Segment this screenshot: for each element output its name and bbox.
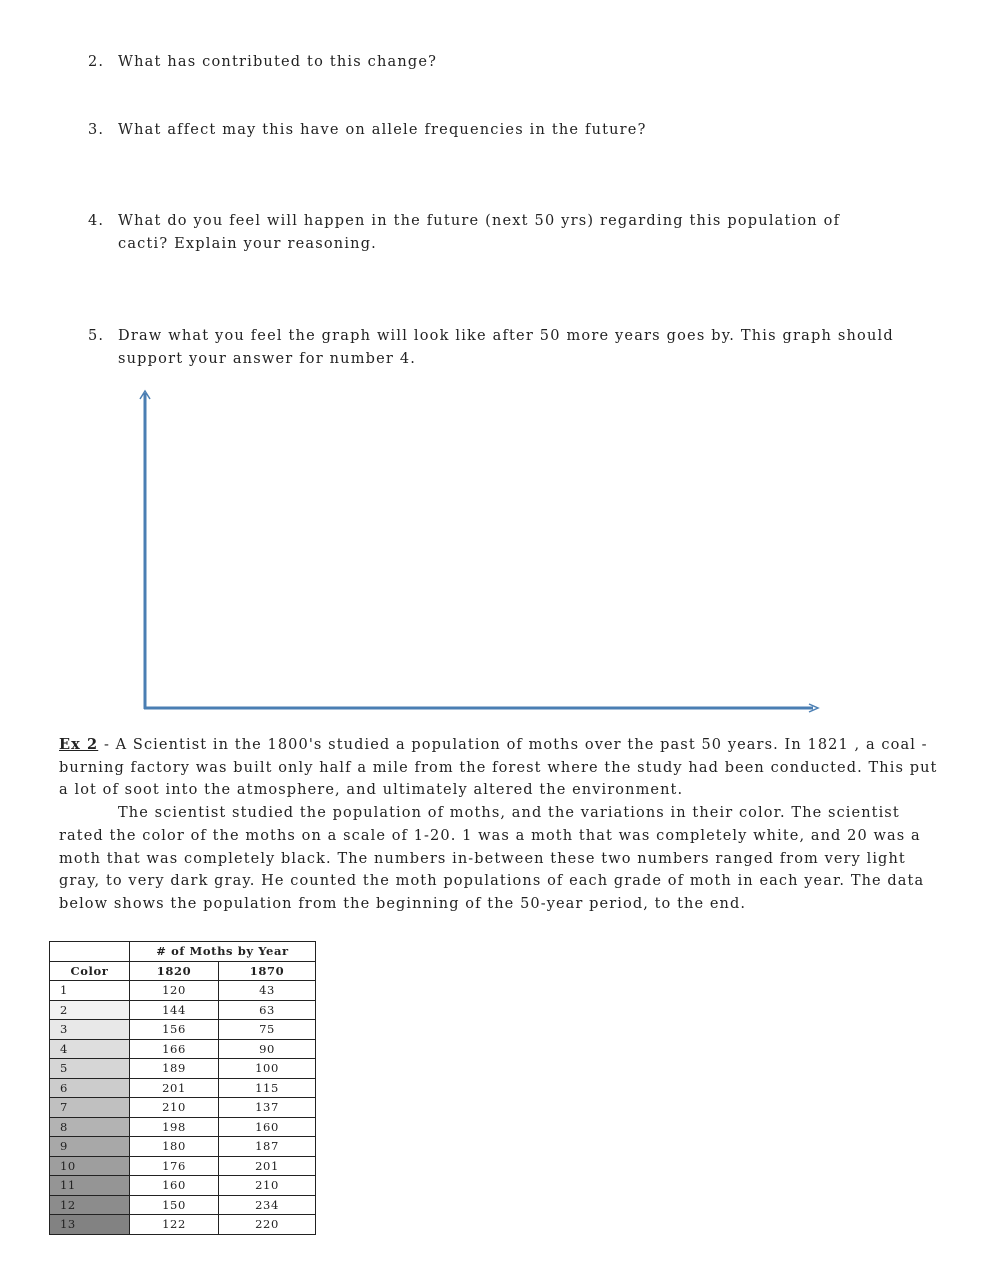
color-grade-cell: 2 bbox=[50, 1000, 130, 1020]
count-1870-cell: 43 bbox=[219, 981, 316, 1001]
table-row bbox=[50, 1000, 316, 1020]
table-row bbox=[50, 1059, 316, 1079]
count-1870-cell: 137 bbox=[219, 1098, 316, 1118]
count-1820-cell: 166 bbox=[130, 1039, 219, 1059]
table-row bbox=[50, 1039, 316, 1059]
question-number: 2. bbox=[88, 54, 105, 70]
count-1870-cell: 160 bbox=[219, 1117, 316, 1137]
count-1870-cell: 100 bbox=[219, 1059, 316, 1079]
count-1820-cell: 198 bbox=[130, 1117, 219, 1137]
color-grade-cell: 6 bbox=[50, 1078, 130, 1098]
table-row bbox=[50, 1137, 316, 1157]
count-1820-cell: 122 bbox=[130, 1215, 219, 1235]
example-2-paragraph: The scientist studied the population of moths, and the variations in their color. The scientist rated the color of the moths on a scale of 1-20. 1 was a moth that was completely white, and 20 was a moth that was completely black. The numbers in-between these two numbers ranged from very light gray, to very dark gray. He counted the moth populations of each grade of moth in each year. The data below shows the population from the beginning of the 50-year period, to the end. bbox=[59, 805, 925, 912]
table-body bbox=[50, 981, 316, 1235]
count-1820-cell: 144 bbox=[130, 1000, 219, 1020]
table-row bbox=[50, 1078, 316, 1098]
question-text: What affect may this have on allele frequencies in the future? bbox=[118, 122, 647, 138]
table-row bbox=[50, 1117, 316, 1137]
count-1870-cell: 187 bbox=[219, 1137, 316, 1157]
column-header-color: Color bbox=[50, 961, 130, 981]
table-row bbox=[50, 981, 316, 1001]
blank-graph-axes bbox=[135, 385, 835, 720]
count-1820-cell: 160 bbox=[130, 1176, 219, 1196]
count-1820-cell: 189 bbox=[130, 1059, 219, 1079]
question-3 bbox=[88, 119, 948, 142]
question-number: 3. bbox=[88, 122, 105, 138]
count-1870-cell: 201 bbox=[219, 1156, 316, 1176]
count-1870-cell: 210 bbox=[219, 1176, 316, 1196]
question-5 bbox=[88, 325, 928, 371]
question-4 bbox=[88, 210, 888, 256]
table-row bbox=[50, 1020, 316, 1040]
count-1870-cell: 115 bbox=[219, 1078, 316, 1098]
example-2-intro bbox=[59, 734, 939, 802]
color-grade-cell: 1 bbox=[50, 981, 130, 1001]
color-grade-cell: 10 bbox=[50, 1156, 130, 1176]
count-1820-cell: 201 bbox=[130, 1078, 219, 1098]
question-text: What do you feel will happen in the future (next 50 yrs) regarding this population of cacti? Explain your reasoning. bbox=[118, 213, 841, 252]
column-header-1870: 1870 bbox=[219, 961, 316, 981]
count-1820-cell: 156 bbox=[130, 1020, 219, 1040]
example-label: Ex 2 bbox=[59, 736, 99, 753]
count-1820-cell: 120 bbox=[130, 981, 219, 1001]
question-number: 4. bbox=[88, 213, 105, 229]
color-grade-cell: 3 bbox=[50, 1020, 130, 1040]
color-grade-cell: 7 bbox=[50, 1098, 130, 1118]
table-row bbox=[50, 1176, 316, 1196]
question-text: Draw what you feel the graph will look like after 50 more years goes by. This graph should support your answer for number 4. bbox=[118, 328, 894, 367]
column-header-1820: 1820 bbox=[130, 961, 219, 981]
table-row bbox=[50, 1098, 316, 1118]
count-1870-cell: 234 bbox=[219, 1195, 316, 1215]
color-grade-cell: 13 bbox=[50, 1215, 130, 1235]
count-1870-cell: 90 bbox=[219, 1039, 316, 1059]
color-grade-cell: 11 bbox=[50, 1176, 130, 1196]
table-corner-cell bbox=[50, 942, 130, 962]
count-1820-cell: 210 bbox=[130, 1098, 219, 1118]
count-1820-cell: 176 bbox=[130, 1156, 219, 1176]
color-grade-cell: 8 bbox=[50, 1117, 130, 1137]
moth-data-table bbox=[49, 941, 316, 1235]
example-intro-text: - A Scientist in the 1800's studied a population of moths over the past 50 years. In 1821 , a coal - burning factory was built only half a mile from the forest where the study had been conducted. This put a lot of soot into the atmosphere, and ultimately altered the environment. bbox=[59, 737, 938, 799]
table-row bbox=[50, 1215, 316, 1235]
color-grade-cell: 9 bbox=[50, 1137, 130, 1157]
count-1820-cell: 150 bbox=[130, 1195, 219, 1215]
count-1870-cell: 75 bbox=[219, 1020, 316, 1040]
count-1820-cell: 180 bbox=[130, 1137, 219, 1157]
question-number: 5. bbox=[88, 328, 105, 344]
color-grade-cell: 12 bbox=[50, 1195, 130, 1215]
color-grade-cell: 4 bbox=[50, 1039, 130, 1059]
color-grade-cell: 5 bbox=[50, 1059, 130, 1079]
table-row bbox=[50, 1195, 316, 1215]
example-2 bbox=[59, 734, 939, 916]
count-1870-cell: 63 bbox=[219, 1000, 316, 1020]
table-group-header: # of Moths by Year bbox=[130, 942, 316, 962]
question-text: What has contributed to this change? bbox=[118, 54, 438, 70]
table-row bbox=[50, 1156, 316, 1176]
question-2 bbox=[88, 51, 948, 74]
count-1870-cell: 220 bbox=[219, 1215, 316, 1235]
